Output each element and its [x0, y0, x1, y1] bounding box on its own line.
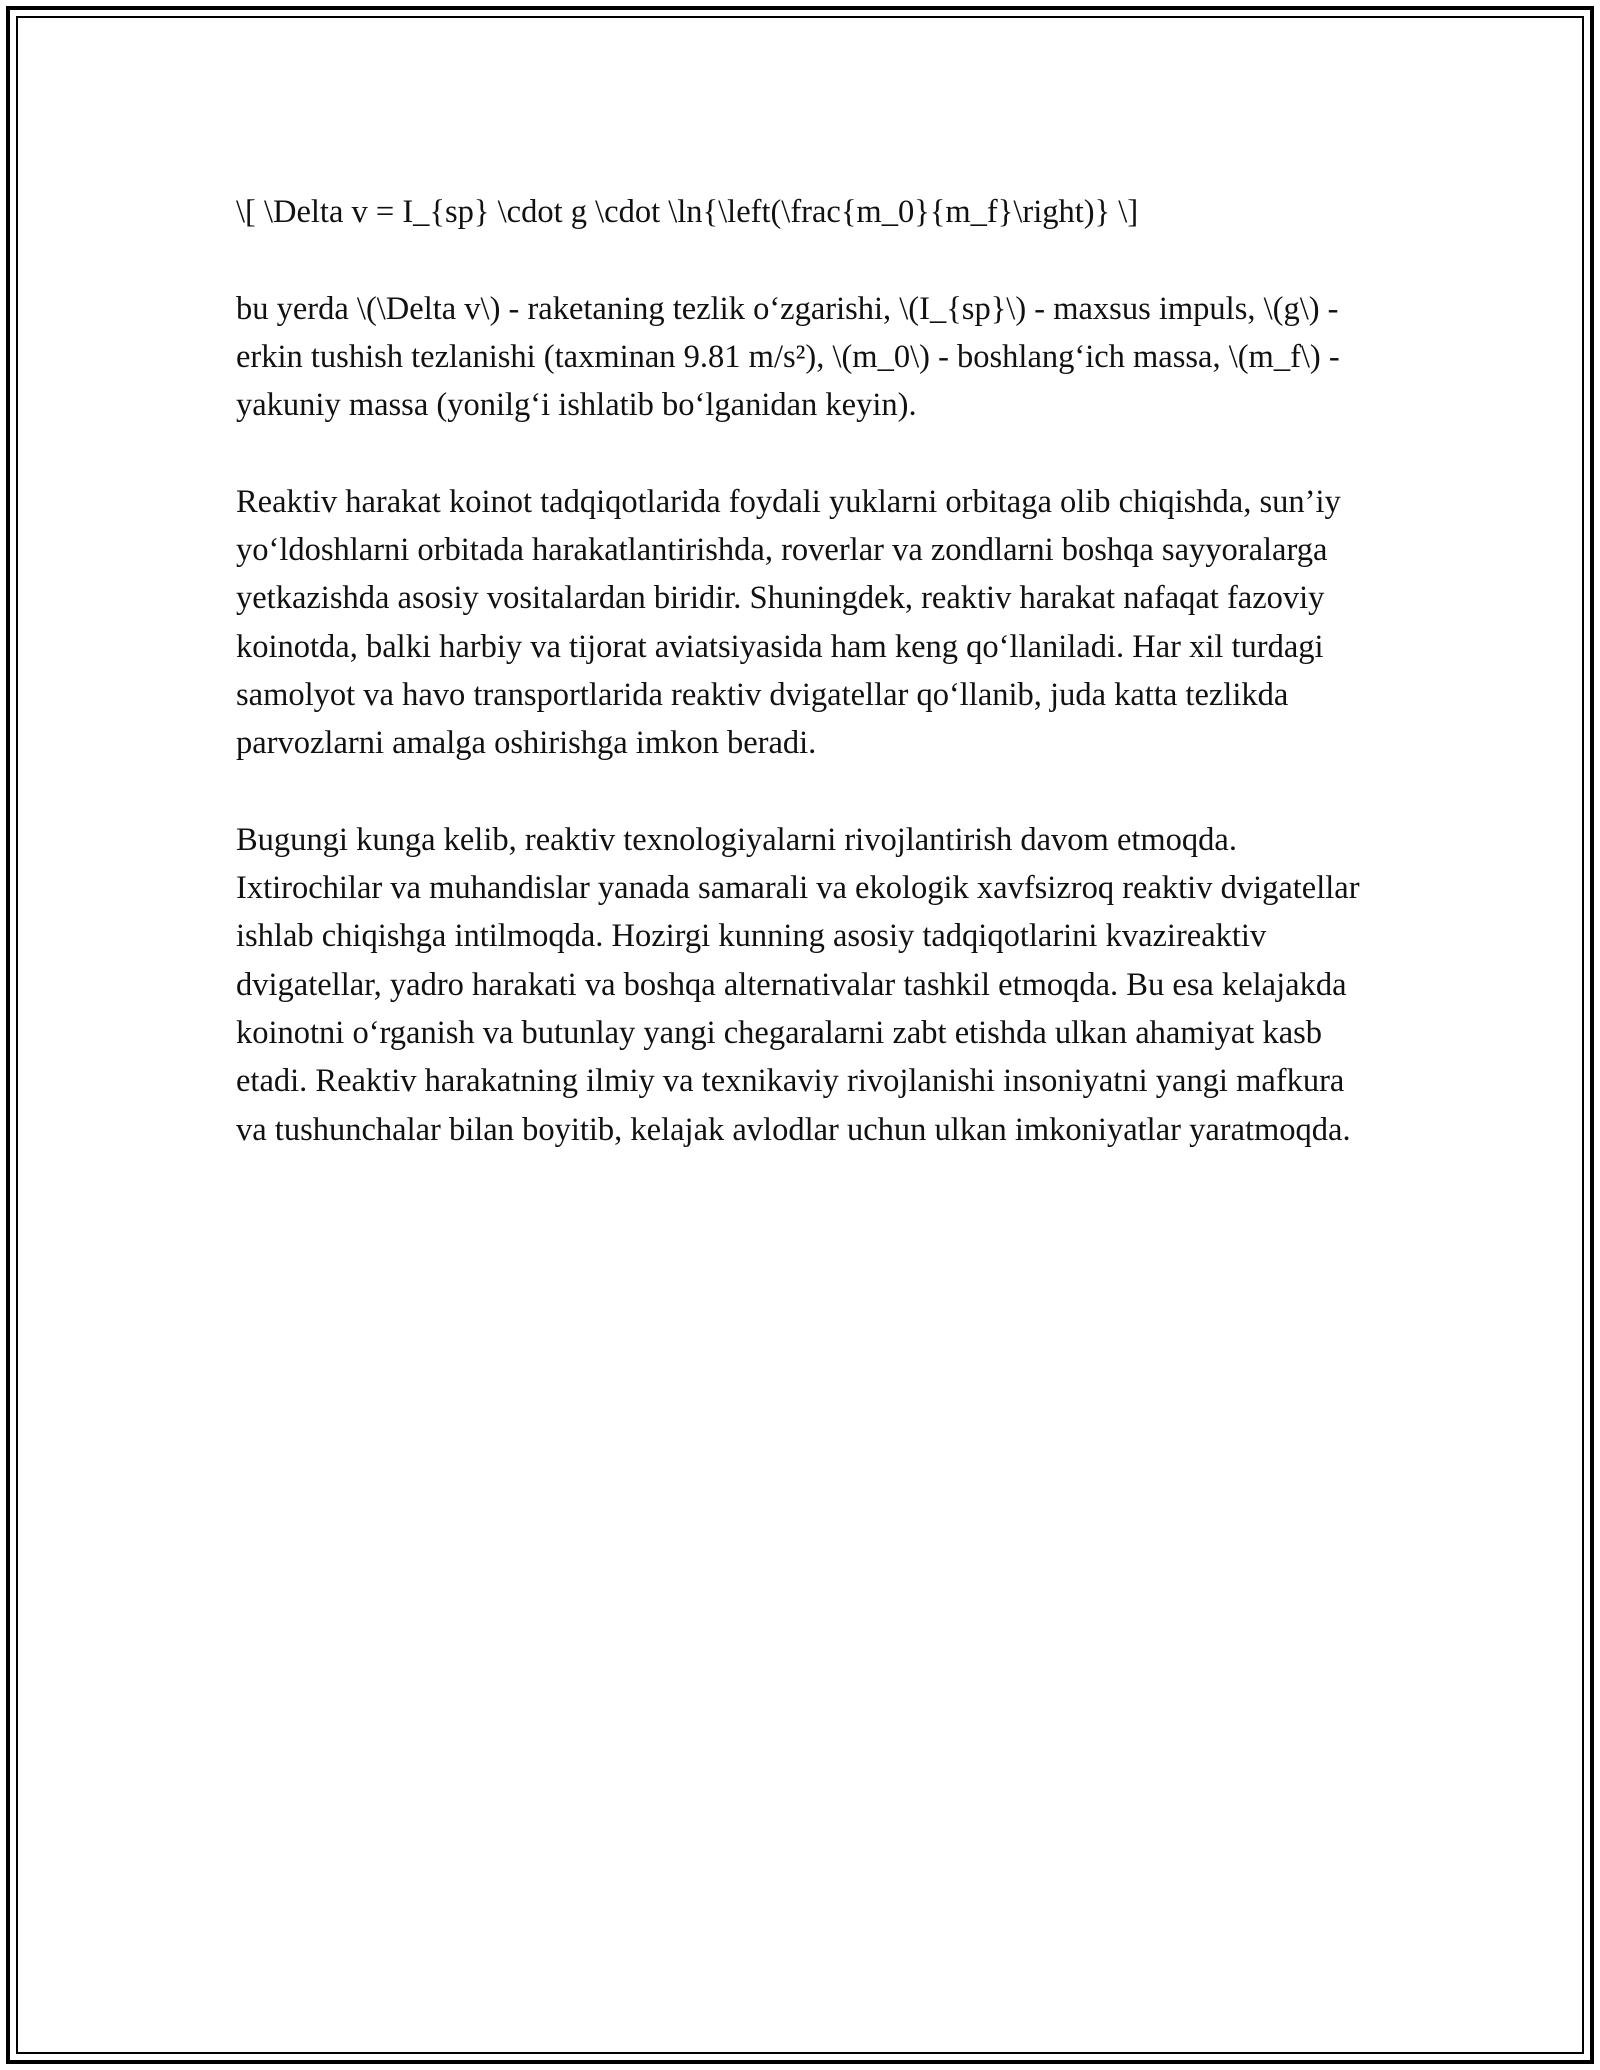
formula-line: \[ \Delta v = I_{sp} \cdot g \cdot \ln{\left(\frac{m_0}{m_f}\right)} \] — [236, 194, 1139, 230]
paragraph-future-development: Bugungi kunga kelib, reaktiv texnologiyalarni rivojlantirish davom etmoqda. Ixtirochilar va muhandislar yanada samarali va ekologik xavfsizroq reaktiv dvigatellar ishlab chiqishga intilmoqda. Hozirgi kunning asosiy tadqiqotlarini kvazireaktiv dvigatellar, yadro harakati va boshqa alternativalar tashkil etmoqda. Bu esa kelajakda koinotni o‘rganish va butunlay yangi chegaralarni zabt etishda ulkan ahamiyat kasb etadi. Reaktiv harakatning ilmiy va texnikaviy rivojlanishi insoniyatni yangi mafkura va tushunchalar bilan boyitib, kelajak avlodlar uchun ulkan imkoniyatlar yaratmoqda. — [236, 821, 1360, 1148]
document-body — [236, 188, 1376, 1202]
paragraph-variable-definitions: bu yerda \(\Delta v\) - raketaning tezlik o‘zgarishi, \(I_{sp}\) - maxsus impuls, \(g\) - erkin tushish tezlanishi (taxminan 9.81 m/s²), \(m_0\) - boshlang‘ich massa, \(m_f\) - yakuniy massa (yonilg‘i ishlatib bo‘lganidan keyin). — [236, 290, 1340, 424]
paragraph-applications: Reaktiv harakat koinot tadqiqotlarida foydali yuklarni orbitaga olib chiqishda, sun’iy yo‘ldoshlarni orbitada harakatlantirishda, roverlar va zondlarni boshqa sayyoralarga yetkazishda asosiy vositalardan biridir. Shuningdek, reaktiv harakat nafaqat fazoviy koinotda, balki harbiy va tijorat aviatsiyasida ham keng qo‘llaniladi. Har xil turdagi samolyot va havo transportlarida reaktiv dvigatellar qo‘llanib, juda katta tezlikda parvozlarni amalga oshirishga imkon beradi. — [236, 483, 1341, 762]
